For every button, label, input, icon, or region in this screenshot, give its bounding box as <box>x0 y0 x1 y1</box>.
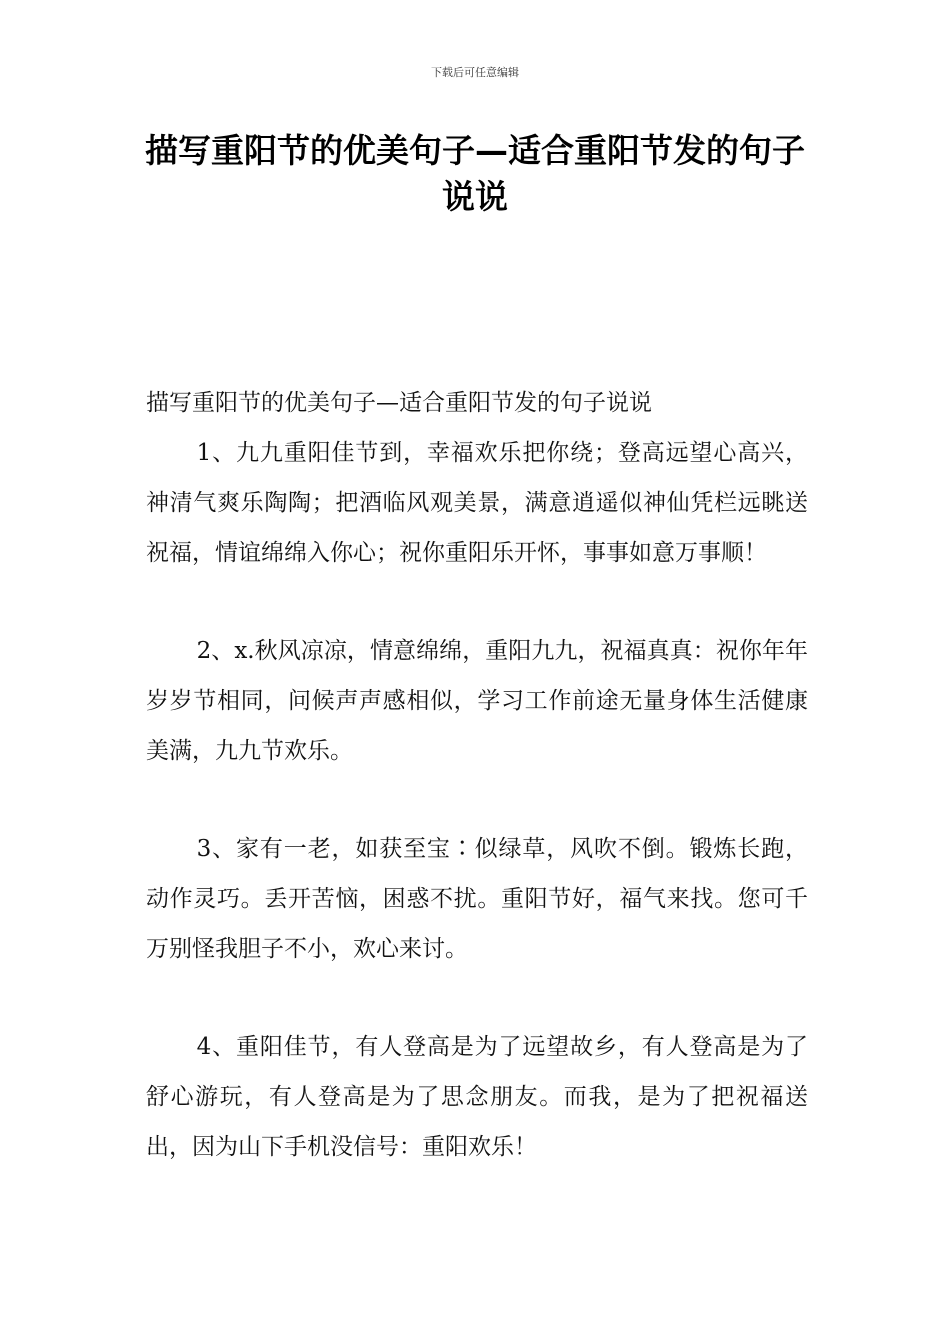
header-note: 下载后可任意编辑 <box>431 66 519 79</box>
paragraph-1: 1、九九重阳佳节到，幸福欢乐把你绕；登高远望心高兴，神清气爽乐陶陶；把酒临风观美景，满意逍遥似神仙凭栏远眺送祝福，情谊绵绵入你心；祝你重阳乐开怀，事事如意万事顺！ <box>146 440 808 566</box>
paragraph-4: 4、重阳佳节，有人登高是为了远望故乡，有人登高是为了舒心游玩，有人登高是为了思念朋友。而我，是为了把祝福送出，因为山下手机没信号：重阳欢乐！ <box>146 1034 808 1160</box>
document-body <box>146 378 808 1220</box>
document-title: 描写重阳节的优美句子—适合重阳节发的句子说说 <box>145 131 805 216</box>
paragraph-3: 3、家有一老，如获至宝∶似绿草，风吹不倒。锻炼长跑，动作灵巧。丢开苦恼，困惑不扰。重阳节好，福气来找。您可千万别怪我胆子不小，欢心来讨。 <box>146 836 808 962</box>
document-subtitle: 描写重阳节的优美句子—适合重阳节发的句子说说 <box>146 390 652 416</box>
paragraph-2: 2、x.秋风凉凉，情意绵绵，重阳九九，祝福真真：祝你年年岁岁节相同，问候声声感相似，学习工作前途无量身体生活健康美满，九九节欢乐。 <box>146 638 808 764</box>
